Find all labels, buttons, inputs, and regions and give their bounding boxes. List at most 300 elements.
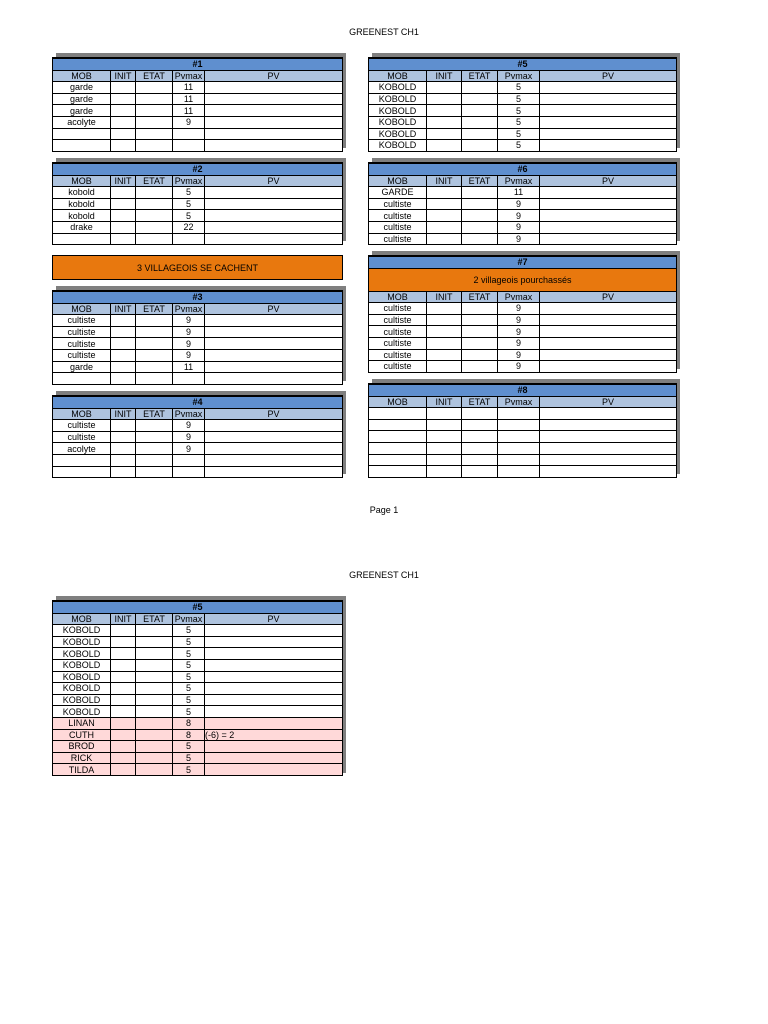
table-number: #4 xyxy=(53,396,343,408)
cell-mob: KOBOLD xyxy=(53,625,111,637)
cell-init xyxy=(111,454,136,466)
cell-pvmax xyxy=(498,466,540,478)
cell-pv xyxy=(205,636,343,648)
cell-etat xyxy=(462,466,498,478)
cell-pvmax: 5 xyxy=(173,648,205,660)
cell-pvmax: 9 xyxy=(498,210,540,222)
cell-etat xyxy=(136,315,173,327)
cell-mob: cultiste xyxy=(369,337,427,349)
table-row xyxy=(369,303,677,315)
column-header-init: INIT xyxy=(111,70,136,82)
cell-init xyxy=(427,105,462,117)
table-header-row xyxy=(53,175,343,187)
table-row xyxy=(53,361,343,373)
cell-mob xyxy=(369,431,427,443)
table-row xyxy=(369,221,677,233)
table-number-row xyxy=(369,163,677,175)
cell-etat xyxy=(136,105,173,117)
table-row xyxy=(53,315,343,327)
table-number: #5 xyxy=(369,58,677,70)
mob-table xyxy=(368,255,677,373)
cell-etat xyxy=(462,442,498,454)
table-header-row xyxy=(53,408,343,420)
cell-etat xyxy=(462,233,498,245)
cell-mob: kobold xyxy=(53,187,111,199)
column-header-pvmax: Pvmax xyxy=(173,613,205,625)
column-header-init: INIT xyxy=(111,613,136,625)
cell-pvmax: 5 xyxy=(173,741,205,753)
cell-mob: cultiste xyxy=(369,233,427,245)
cell-etat xyxy=(136,128,173,140)
cell-mob: garde xyxy=(53,93,111,105)
cell-etat xyxy=(136,694,173,706)
cell-pv xyxy=(205,659,343,671)
villagers-hiding-banner xyxy=(52,255,343,280)
table-row xyxy=(53,443,343,455)
table-number-row xyxy=(369,58,677,70)
cell-pvmax xyxy=(173,373,205,385)
table-row xyxy=(53,82,343,94)
mob-table xyxy=(52,600,343,776)
cell-pv xyxy=(205,683,343,695)
cell-init xyxy=(111,625,136,637)
cell-pvmax xyxy=(173,233,205,245)
cell-init xyxy=(111,128,136,140)
cell-etat xyxy=(462,361,498,373)
cell-pvmax: 5 xyxy=(173,671,205,683)
cell-pv xyxy=(540,82,677,94)
cell-mob: cultiste xyxy=(369,314,427,326)
mob-table xyxy=(368,383,677,478)
cell-mob: garde xyxy=(53,361,111,373)
table-row xyxy=(369,140,677,152)
cell-pv xyxy=(540,198,677,210)
cell-pv xyxy=(205,82,343,94)
cell-mob: cultiste xyxy=(369,198,427,210)
cell-mob: cultiste xyxy=(53,338,111,350)
table-number-row xyxy=(369,384,677,396)
cell-mob xyxy=(369,419,427,431)
table-row xyxy=(53,187,343,199)
cell-pvmax: 9 xyxy=(498,337,540,349)
cell-pvmax: 11 xyxy=(173,361,205,373)
cell-mob xyxy=(369,454,427,466)
cell-pv xyxy=(205,349,343,361)
cell-pvmax: 5 xyxy=(173,198,205,210)
cell-pvmax: 22 xyxy=(173,221,205,233)
cell-pv xyxy=(540,221,677,233)
cell-pvmax: 5 xyxy=(173,187,205,199)
cell-init xyxy=(111,729,136,741)
cell-pv xyxy=(540,116,677,128)
cell-etat xyxy=(136,431,173,443)
table-header-row xyxy=(369,70,677,82)
mob-table xyxy=(368,162,677,245)
cell-mob: acolyte xyxy=(53,116,111,128)
cell-init xyxy=(111,373,136,385)
cell-etat xyxy=(462,116,498,128)
cell-mob: LINAN xyxy=(53,717,111,729)
table-number-row xyxy=(53,163,343,175)
cell-init xyxy=(111,116,136,128)
cell-etat xyxy=(136,671,173,683)
cell-mob: cultiste xyxy=(369,326,427,338)
column-header-mob: MOB xyxy=(53,303,111,315)
table-header-row xyxy=(53,613,343,625)
table-row xyxy=(369,187,677,199)
cell-pv: (-6) = 2 xyxy=(205,729,343,741)
cell-mob: KOBOLD xyxy=(53,683,111,695)
cell-pvmax xyxy=(498,454,540,466)
cell-etat xyxy=(136,210,173,222)
table-number: #7 xyxy=(369,256,677,268)
cell-init xyxy=(111,764,136,776)
cell-init xyxy=(427,454,462,466)
cell-pv xyxy=(540,454,677,466)
cell-init xyxy=(427,198,462,210)
table-row xyxy=(369,349,677,361)
cell-etat xyxy=(136,648,173,660)
column-header-pv: PV xyxy=(205,303,343,315)
table-row xyxy=(53,752,343,764)
column-header-etat: ETAT xyxy=(462,396,498,408)
cell-pv xyxy=(205,361,343,373)
table-row xyxy=(53,648,343,660)
cell-init xyxy=(427,221,462,233)
table-row xyxy=(369,105,677,117)
cell-pv xyxy=(205,338,343,350)
table-row xyxy=(369,116,677,128)
cell-etat xyxy=(462,93,498,105)
cell-pvmax: 11 xyxy=(173,82,205,94)
column-header-etat: ETAT xyxy=(462,175,498,187)
table-row xyxy=(53,93,343,105)
column-header-etat: ETAT xyxy=(136,613,173,625)
cell-etat xyxy=(136,373,173,385)
column-header-mob: MOB xyxy=(53,175,111,187)
table-row xyxy=(369,408,677,420)
cell-pv xyxy=(205,443,343,455)
table-row xyxy=(369,82,677,94)
table-number-row xyxy=(369,256,677,268)
cell-init xyxy=(111,741,136,753)
cell-pvmax xyxy=(173,466,205,478)
cell-mob: KOBOLD xyxy=(53,659,111,671)
cell-init xyxy=(427,442,462,454)
column-header-pvmax: Pvmax xyxy=(498,396,540,408)
column-header-etat: ETAT xyxy=(136,408,173,420)
cell-pv xyxy=(540,466,677,478)
cell-init xyxy=(111,315,136,327)
cell-pv xyxy=(205,741,343,753)
cell-mob: acolyte xyxy=(53,443,111,455)
cell-etat xyxy=(462,349,498,361)
cell-etat xyxy=(136,233,173,245)
cell-init xyxy=(427,93,462,105)
table-row xyxy=(53,338,343,350)
table-row xyxy=(53,105,343,117)
cell-pvmax: 9 xyxy=(173,116,205,128)
cell-pvmax xyxy=(498,419,540,431)
cell-pvmax: 5 xyxy=(173,764,205,776)
table-row xyxy=(369,128,677,140)
cell-mob: cultiste xyxy=(369,221,427,233)
cell-init xyxy=(427,361,462,373)
cell-pv xyxy=(205,706,343,718)
cell-etat xyxy=(462,337,498,349)
table-row xyxy=(369,314,677,326)
cell-init xyxy=(111,198,136,210)
table-row xyxy=(53,729,343,741)
cell-pv xyxy=(540,140,677,152)
column-header-pvmax: Pvmax xyxy=(173,303,205,315)
column-header-etat: ETAT xyxy=(136,175,173,187)
table-row xyxy=(53,466,343,478)
cell-etat xyxy=(462,187,498,199)
cell-pvmax: 5 xyxy=(173,625,205,637)
cell-pvmax: 5 xyxy=(173,636,205,648)
cell-etat xyxy=(462,221,498,233)
cell-pv xyxy=(205,187,343,199)
table-row xyxy=(369,233,677,245)
column-header-init: INIT xyxy=(111,303,136,315)
table-row xyxy=(53,671,343,683)
cell-pvmax: 5 xyxy=(498,116,540,128)
cell-etat xyxy=(136,198,173,210)
cell-pv xyxy=(540,303,677,315)
table-row xyxy=(53,373,343,385)
cell-init xyxy=(427,326,462,338)
table-number: #5 xyxy=(53,601,343,613)
table-row xyxy=(369,361,677,373)
cell-mob: kobold xyxy=(53,198,111,210)
mob-table xyxy=(52,57,343,152)
column-header-pvmax: Pvmax xyxy=(173,70,205,82)
cell-init xyxy=(111,683,136,695)
cell-mob: cultiste xyxy=(53,349,111,361)
column-header-mob: MOB xyxy=(369,291,427,303)
cell-pvmax: 5 xyxy=(173,683,205,695)
cell-pvmax: 5 xyxy=(498,105,540,117)
cell-pvmax: 11 xyxy=(173,105,205,117)
table-row xyxy=(53,198,343,210)
cell-etat xyxy=(136,659,173,671)
table-header-row xyxy=(369,175,677,187)
cell-pv xyxy=(205,210,343,222)
table-row xyxy=(53,128,343,140)
cell-etat xyxy=(136,741,173,753)
column-header-pv: PV xyxy=(540,396,677,408)
cell-mob xyxy=(369,442,427,454)
cell-init xyxy=(111,466,136,478)
cell-pvmax: 9 xyxy=(498,349,540,361)
table-row xyxy=(53,659,343,671)
cell-pv xyxy=(540,419,677,431)
cell-mob xyxy=(369,408,427,420)
cell-pv xyxy=(205,233,343,245)
cell-pvmax: 8 xyxy=(173,717,205,729)
column-header-pvmax: Pvmax xyxy=(498,291,540,303)
cell-init xyxy=(427,82,462,94)
cell-init xyxy=(111,648,136,660)
table-row xyxy=(53,116,343,128)
column-header-init: INIT xyxy=(427,70,462,82)
cell-pvmax xyxy=(173,454,205,466)
page-title: GREENEST CH1 xyxy=(349,27,419,37)
cell-etat xyxy=(136,717,173,729)
table-row xyxy=(53,431,343,443)
cell-mob xyxy=(53,454,111,466)
cell-etat xyxy=(462,198,498,210)
cell-init xyxy=(111,349,136,361)
cell-etat xyxy=(136,752,173,764)
table-row xyxy=(53,326,343,338)
cell-pvmax: 5 xyxy=(498,82,540,94)
cell-pvmax: 5 xyxy=(173,659,205,671)
cell-pvmax: 11 xyxy=(173,93,205,105)
cell-etat xyxy=(136,349,173,361)
cell-etat xyxy=(462,140,498,152)
cell-pv xyxy=(540,349,677,361)
page-footer: Page 1 xyxy=(369,505,399,515)
cell-init xyxy=(427,210,462,222)
cell-pvmax: 9 xyxy=(498,233,540,245)
cell-init xyxy=(111,361,136,373)
table-row xyxy=(53,233,343,245)
cell-etat xyxy=(136,636,173,648)
table-row xyxy=(369,326,677,338)
cell-pv xyxy=(540,431,677,443)
cell-etat xyxy=(462,105,498,117)
cell-pvmax xyxy=(498,431,540,443)
cell-pv xyxy=(540,93,677,105)
table-header-row xyxy=(53,70,343,82)
column-header-mob: MOB xyxy=(369,175,427,187)
cell-pv xyxy=(205,694,343,706)
cell-mob: KOBOLD xyxy=(53,636,111,648)
column-header-mob: MOB xyxy=(53,70,111,82)
cell-init xyxy=(427,419,462,431)
cell-pvmax xyxy=(498,408,540,420)
cell-pv xyxy=(540,361,677,373)
cell-etat xyxy=(462,82,498,94)
table-number: #6 xyxy=(369,163,677,175)
cell-mob: drake xyxy=(53,221,111,233)
cell-pv xyxy=(205,717,343,729)
cell-etat xyxy=(462,303,498,315)
column-header-pvmax: Pvmax xyxy=(173,175,205,187)
column-header-init: INIT xyxy=(427,175,462,187)
column-header-pv: PV xyxy=(205,613,343,625)
cell-mob: garde xyxy=(53,105,111,117)
cell-pvmax: 9 xyxy=(173,338,205,350)
cell-init xyxy=(427,128,462,140)
cell-pvmax: 5 xyxy=(173,706,205,718)
cell-init xyxy=(427,408,462,420)
cell-etat xyxy=(136,140,173,152)
cell-pv xyxy=(205,764,343,776)
table-row xyxy=(369,337,677,349)
cell-etat xyxy=(136,338,173,350)
column-header-init: INIT xyxy=(427,291,462,303)
cell-init xyxy=(427,466,462,478)
table-row xyxy=(369,93,677,105)
cell-mob: KOBOLD xyxy=(53,671,111,683)
column-header-pvmax: Pvmax xyxy=(173,408,205,420)
table-row xyxy=(53,683,343,695)
cell-pvmax: 9 xyxy=(498,361,540,373)
table-number: #3 xyxy=(53,291,343,303)
table-number-row xyxy=(53,58,343,70)
cell-init xyxy=(427,187,462,199)
column-header-pv: PV xyxy=(205,408,343,420)
cell-pv xyxy=(540,442,677,454)
cell-pv xyxy=(205,116,343,128)
cell-pvmax: 9 xyxy=(173,326,205,338)
column-header-etat: ETAT xyxy=(462,70,498,82)
cell-pv xyxy=(205,221,343,233)
table-row xyxy=(369,419,677,431)
cell-init xyxy=(427,303,462,315)
cell-init xyxy=(427,337,462,349)
cell-pv xyxy=(205,420,343,432)
table-row xyxy=(369,454,677,466)
table-number: #8 xyxy=(369,384,677,396)
cell-pv xyxy=(205,431,343,443)
cell-init xyxy=(111,659,136,671)
cell-mob: cultiste xyxy=(53,315,111,327)
column-header-etat: ETAT xyxy=(136,303,173,315)
mob-table xyxy=(368,57,677,152)
cell-etat xyxy=(136,221,173,233)
cell-mob: KOBOLD xyxy=(53,694,111,706)
cell-mob: cultiste xyxy=(369,210,427,222)
cell-pvmax: 11 xyxy=(498,187,540,199)
cell-etat xyxy=(136,454,173,466)
cell-etat xyxy=(462,128,498,140)
table-number-row xyxy=(53,601,343,613)
cell-mob: KOBOLD xyxy=(53,648,111,660)
cell-mob: TILDA xyxy=(53,764,111,776)
table-row xyxy=(53,420,343,432)
cell-pv xyxy=(205,326,343,338)
cell-init xyxy=(427,349,462,361)
cell-pvmax: 9 xyxy=(173,420,205,432)
cell-init xyxy=(427,233,462,245)
cell-init xyxy=(111,140,136,152)
cell-init xyxy=(111,694,136,706)
cell-mob: GARDE xyxy=(369,187,427,199)
cell-mob: KOBOLD xyxy=(369,140,427,152)
cell-pv xyxy=(540,128,677,140)
cell-init xyxy=(111,82,136,94)
cell-mob xyxy=(369,466,427,478)
cell-mob xyxy=(53,128,111,140)
table-row xyxy=(53,636,343,648)
cell-pv xyxy=(205,648,343,660)
table-header-row xyxy=(53,303,343,315)
cell-pv xyxy=(540,408,677,420)
column-header-mob: MOB xyxy=(53,613,111,625)
column-header-pv: PV xyxy=(540,175,677,187)
villagers-hiding-text: 3 VILLAGEOIS SE CACHENT xyxy=(136,262,259,273)
cell-mob: kobold xyxy=(53,210,111,222)
table-row xyxy=(53,764,343,776)
cell-mob: KOBOLD xyxy=(369,105,427,117)
cell-init xyxy=(111,326,136,338)
column-header-pvmax: Pvmax xyxy=(498,175,540,187)
cell-init xyxy=(111,636,136,648)
